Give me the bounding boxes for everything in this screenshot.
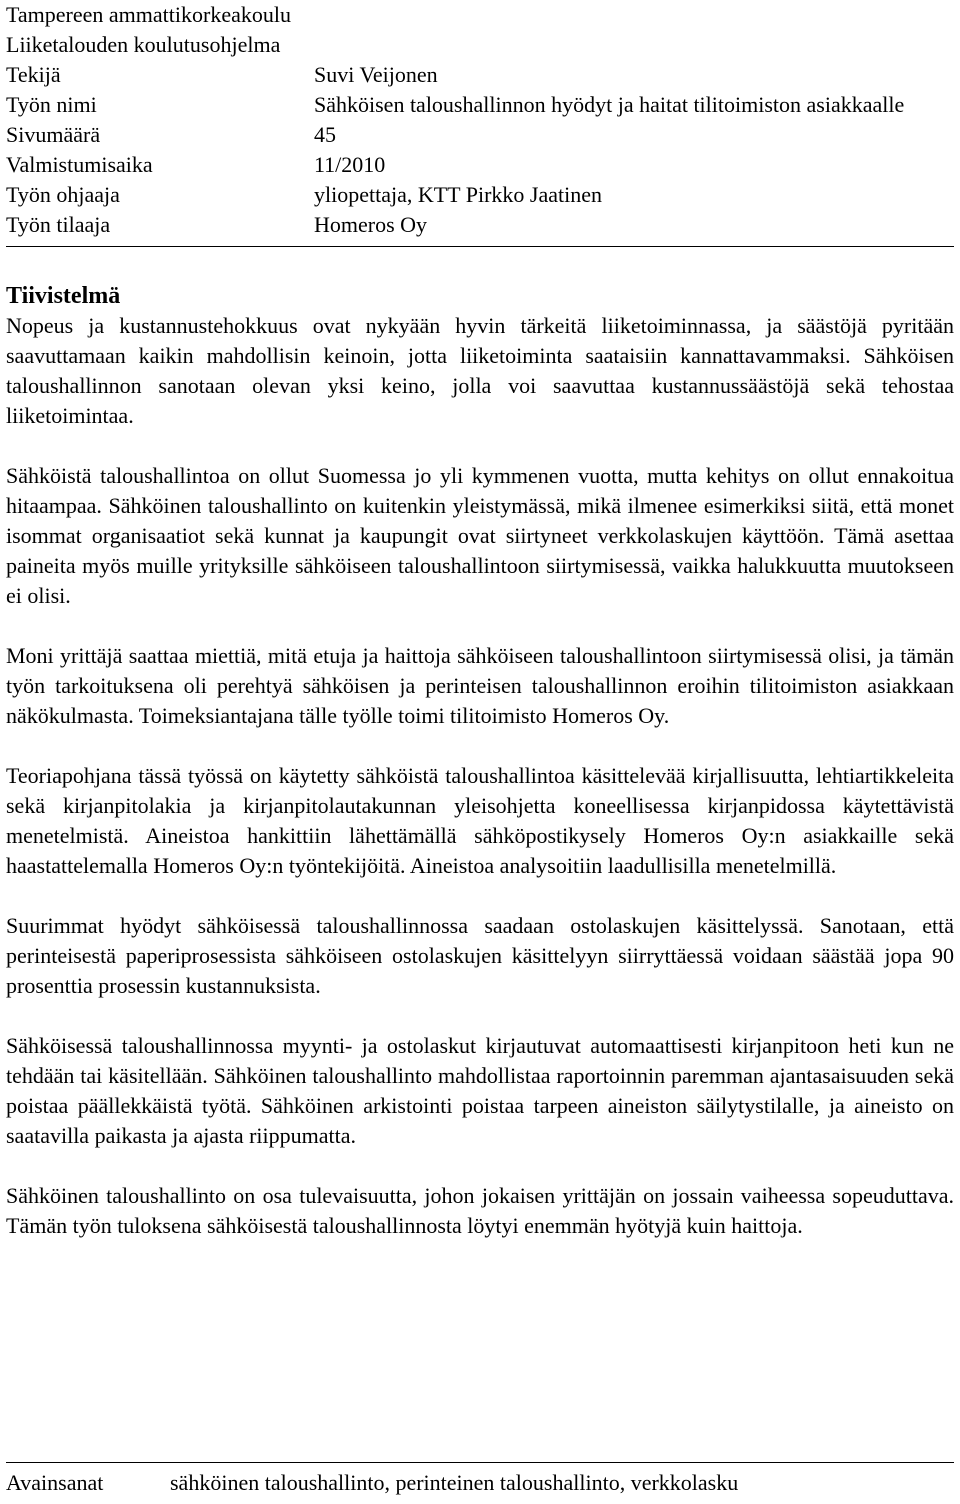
abstract-body (6, 311, 954, 1241)
keywords-row (6, 1468, 954, 1498)
meta-value-commissioner: Homeros Oy (314, 212, 428, 237)
meta-row-commissioner (6, 210, 954, 240)
abstract-paragraph: Suurimmat hyödyt sähköisessä taloushallinnossa saadaan ostolaskujen käsittelyssä. Sanotaan, että perinteisestä paperiprosessista sähköiseen ostolaskujen käsittelyyn siirryttäessä voidaan säästää jopa 90 prosenttia prosessin kustannuksista. (6, 913, 954, 998)
document-page (6, 0, 954, 1495)
meta-row-supervisor (6, 180, 954, 210)
meta-label: Tekijä (6, 62, 61, 87)
meta-label: Työn ohjaaja (6, 182, 120, 207)
header-block (6, 0, 954, 60)
meta-value-title: Sähköisen taloushallinnon hyödyt ja haitat tilitoimiston asiakkaalle (314, 92, 905, 117)
bottom-divider (6, 1462, 954, 1463)
meta-value-completion-date: 11/2010 (314, 152, 386, 177)
abstract-paragraph: Nopeus ja kustannustehokkuus ovat nykyään hyvin tärkeitä liiketoiminnassa, ja säästöjä pyritään saavuttamaan kaikin mahdollisin keinoin, jotta liiketoiminta saataisiin kannattavammaksi. Sähköisen taloushallinnon sanotaan olevan yksi keino, jolla voi saavuttaa kustannussäästöjä sekä tehostaa liiketoimintaa. (6, 313, 954, 428)
meta-label: Työn tilaaja (6, 212, 111, 237)
meta-label: Valmistumisaika (6, 152, 153, 177)
top-divider (6, 246, 954, 247)
meta-value-author: Suvi Veijonen (314, 62, 438, 87)
abstract-paragraph: Moni yrittäjä saattaa miettiä, mitä etuja ja haittoja sähköiseen taloushallintoon siirtymisessä olisi, ja tämän työn tarkoituksena oli perehtyä sähköisen ja perinteisen taloushallinnon eroihin tilitoimiston asiakkaan näkökulmasta. Toimeksiantajana tälle työlle toimi tilitoimisto Homeros Oy. (6, 643, 954, 728)
abstract-paragraph: Sähköisessä taloushallinnossa myynti- ja ostolaskut kirjautuvat automaattisesti kirjanpitoon heti kun ne tehdään tai käsitellään. Sähköinen taloushallinto mahdollistaa raportoinnin paremman ajantasaisuuden sekä poistaa päällekkäistä työtä. Sähköinen arkistointi poistaa tarpeen aineiston säilytystilalle, ja aineisto on saatavilla paikasta ja ajasta riippumatta. (6, 1033, 954, 1148)
keywords-value: sähköinen taloushallinto, perinteinen taloushallinto, verkkolasku (170, 1470, 739, 1495)
degree-program: Liiketalouden koulutusohjelma (6, 32, 281, 57)
abstract-heading: Tiivistelmä (6, 283, 121, 309)
abstract-paragraph: Sähköistä taloushallintoa on ollut Suomessa jo yli kymmenen vuotta, mutta kehitys on ollut ennakoitua hitaampaa. Sähköinen taloushallinto on kuitenkin yleistymässä, mikä ilmenee esimerkiksi siitä, että monet isommat organisaatiot sekä kunnat ja kaupungit ovat siirtyneet verkkolaskujen käyttöön. Tämä asettaa paineita myös muille yrityksille sähköiseen taloushallintoon siirtymisessä, vaikka halukkuutta muutokseen ei olisi. (6, 463, 954, 608)
abstract-paragraph: Teoriapohjana tässä työssä on käytetty sähköistä taloushallintoa käsittelevää kirjallisuutta, lehtiartikkeleita sekä kirjanpitolakia ja kirjanpitolautakunnan yleisohjetta koneellisessa kirjanpidossa käytettävistä menetelmistä. Aineistoa hankittiin lähettämällä sähköpostikysely Homeros Oy:n asiakkaille sekä haastattelemalla Homeros Oy:n työntekijöitä. Aineistoa analysoitiin laadullisilla menetelmillä. (6, 763, 954, 878)
meta-label: Työn nimi (6, 92, 97, 117)
meta-row-author (6, 60, 954, 90)
meta-value-supervisor: yliopettaja, KTT Pirkko Jaatinen (314, 182, 602, 207)
keywords-label: Avainsanat (6, 1470, 104, 1495)
thesis-metadata (6, 60, 954, 240)
meta-label: Sivumäärä (6, 122, 101, 147)
meta-row-pages (6, 120, 954, 150)
meta-row-title (6, 90, 954, 120)
meta-row-completion-date (6, 150, 954, 180)
university-name: Tampereen ammattikorkeakoulu (6, 2, 291, 27)
meta-value-pages: 45 (314, 122, 336, 147)
abstract-paragraph: Sähköinen taloushallinto on osa tulevaisuutta, johon jokaisen yrittäjän on jossain vaiheessa sopeuduttava. Tämän työn tuloksena sähköisestä taloushallinnosta löytyi enemmän hyötyjä kuin haittoja. (6, 1183, 954, 1238)
